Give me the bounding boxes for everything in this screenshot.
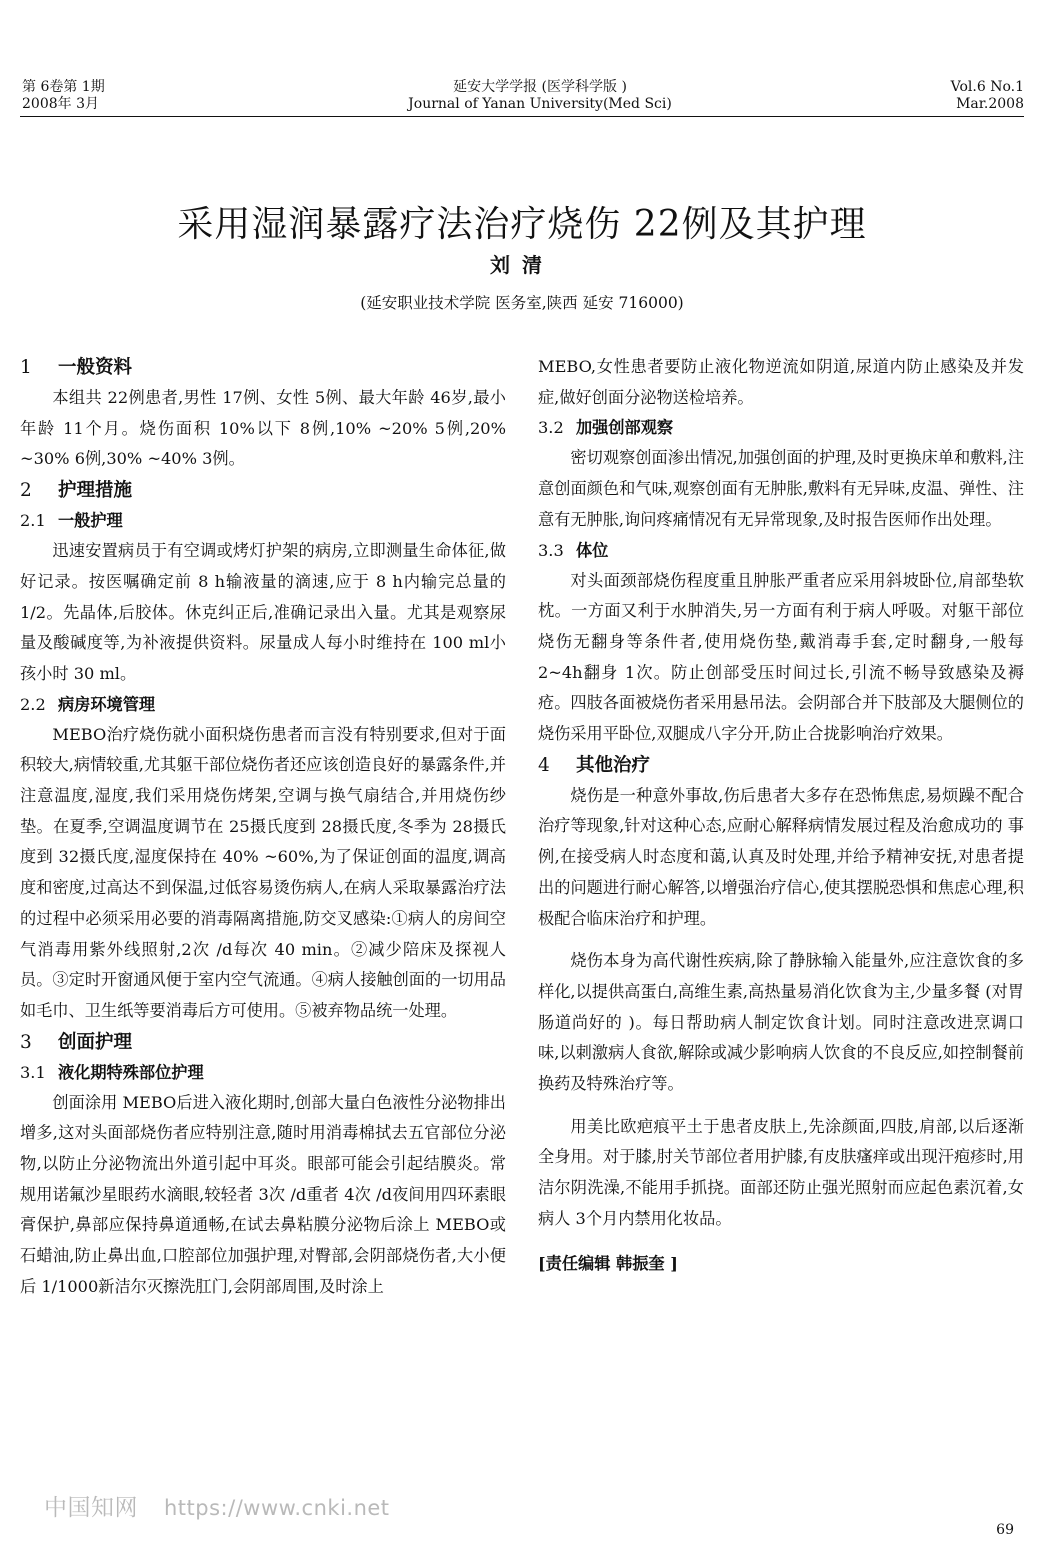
issue-date: 2008年 3月: [22, 96, 99, 112]
section-heading: 3 创面护理: [20, 1031, 133, 1053]
paragraph: 用美比欧疤痕平土于患者皮肤上,先涂颜面,四肢,肩部,以后逐渐全身用。对于膝,肘关节部位者用护膝,有皮肤瘙痒或出现汗疱疹时,用洁尔阴洗澡,不能用手抓挠。面部还防止强光照射而应起色素沉着,女病人 3个月内禁用化妆品。: [538, 1116, 1024, 1228]
subsection-heading: 2.1 一般护理: [20, 511, 123, 531]
cnki-watermark: [44, 1489, 390, 1522]
watermark-brand: 中国知网: [44, 1495, 138, 1521]
paragraph: 创面涂用 MEBO后进入液化期时,创部大量白色液性分泌物排出增多,这对头面部烧伤者应特别注意,随时用消毒棉拭去五官部位分泌物,以防止分泌物流出外道引起中耳炎。眼部可能会引起结膜炎。常规用诺氟沙星眼药水滴眼,较轻者 3次 /d重者 4次 /d夜间用四环素眼膏保护,鼻部应保持鼻道通畅,在试去鼻粘膜分泌物后涂上 MEBO或石蜡油,防止鼻出血,口腔部位加强护理,对臀部,会阴部烧伤者,大小便后 1/1000新洁尔灭擦洗肛门,会阴部周围,及时涂上: [20, 1092, 506, 1296]
journal-name-cn: 延安大学学报 (医学科学版 ): [453, 79, 627, 95]
volume-issue-en: Vol.6 No.1: [950, 79, 1024, 95]
section-heading: 1 一般资料: [20, 357, 133, 378]
paragraph: MEBO治疗烧伤就小面积烧伤患者而言没有特别要求,但对于面积较大,病情较重,尤其躯干部位烧伤者还应该创造良好的暴露条件,并注意温度,湿度,我们采用烧伤烤架,空调与换气扇结合,并用烧伤纱垫。在夏季,空调温度调节在 25摄氏度到 28摄氏度,冬季为 28摄氏度到 32摄氏度,湿度保持在 40% ~60%,为了保证创面的温度,调高度和密度,过高达不到保温,过低容易烫伤病人,在病人采取暴露治疗法的过程中必须采用必要的消毒隔离措施,防交叉感染:①病人的房间空气消毒用紫外线照射,2次 /d每次 40 min。②减少陪床及探视人员。③定时开窗通风便于室内空气流通。④病人接触创面的一切用品如毛巾、卫生纸等要消毒后方可使用。⑤被弃物品统一处理。: [20, 724, 506, 1020]
subsection-heading: 3.2 加强创部观察: [538, 418, 674, 438]
subsection-heading: 2.2 病房环境管理: [20, 694, 156, 714]
subsection-heading: 3.3 体位: [538, 540, 609, 560]
issue-date-en: Mar.2008: [956, 96, 1024, 112]
paragraph: 迅速安置病员于有空调或烤灯护架的病房,立即测量生命体征,做好记录。按医嘱确定前 8 h输液量的滴速,应于 8 h内输完总量的 1/2。先晶体,后胶体。休克纠正后,准确记录出入量。尤其是观察尿量及酸碱度等,为补液提供资料。尿量成人每小时维持在 100 ml小孩小时 30 ml。: [20, 541, 506, 683]
paragraph: 烧伤本身为高代谢性疾病,除了静脉输入能量外,应注意饮食的多样化,以提供高蛋白,高维生素,高热量易消化饮食为主,少量多餐 (对胃肠道尚好的 )。每日帮助病人制定饮食计划。同时注意改进烹调口味,以刺激病人食欲,解除或减少影响病人饮食的不良反应,如控制餐前换药及特殊治疗等。: [538, 951, 1024, 1094]
article-title: 采用湿润暴露疗法治疗烧伤 22例及其护理: [177, 204, 867, 246]
journal-name-block: [300, 79, 780, 113]
paragraph-continued: MEBO,女性患者要防止液化物逆流如阴道,尿道内防止感染及并发症,做好创面分泌物送检培养。: [538, 357, 1024, 407]
left-column: [20, 352, 506, 1303]
journal-volume-en: [951, 79, 1024, 113]
journal-issue-info: [22, 79, 105, 113]
author-affiliation: (延安职业技术学院 医务室,陕西 延安 716000): [360, 294, 684, 312]
paragraph: 本组共 22例患者,男性 17例、女性 5例、最大年龄 46岁,最小年龄 11个月。烧伤面积 10%以下 8例,10% ~20% 5例,20% ~30% 6例,30% ~40% 3例。: [20, 388, 506, 469]
section-heading: 2 护理措施: [20, 480, 133, 502]
page-number: 69: [996, 1522, 1014, 1538]
volume-issue: 第 6卷第 1期: [22, 79, 105, 95]
header-divider: [20, 116, 1024, 117]
watermark-url: https://www.cnki.net: [164, 1496, 390, 1520]
journal-name-en: Journal of Yanan University(Med Sci): [408, 96, 672, 112]
right-column: [538, 352, 1024, 1279]
paragraph: 密切观察创面渗出情况,加强创面的护理,及时更换床单和敷料,注意创面颜色和气味,观察创面有无肿胀,敷料有无异味,皮温、弹性、注意有无肿胀,询问疼痛情况有无异常现象,及时报告医师作出处理。: [538, 448, 1024, 529]
responsible-editor: [责任编辑 韩振奎 ]: [538, 1253, 678, 1273]
paragraph: 烧伤是一种意外事故,伤后患者大多存在恐怖焦虑,易烦躁不配合治疗等现象,针对这种心态,应耐心解释病情发展过程及治愈成功的 事例,在接受病人时态度和蔼,认真及时处理,并给予精神安抚,对患者提出的问题进行耐心解答,以增强治疗信心,使其摆脱恐惧和焦虑心理,积极配合临床治疗和护理。: [538, 785, 1024, 928]
article-author: 刘清: [490, 253, 554, 277]
section-heading: 4 其他治疗: [538, 754, 651, 776]
paragraph: 对头面颈部烧伤程度重且肿胀严重者应采用斜坡卧位,肩部垫软枕。一方面又利于水肿消失,另一方面有利于病人呼吸。对躯干部位烧伤无翻身等条件者,使用烧伤垫,戴消毒手套,定时翻身,一般每 2~4h翻身 1次。防止创部受压时间过长,引流不畅导致感染及褥疮。四肢各面被烧伤者采用悬吊法。会阴部合并下肢部及大腿侧位的烧伤采用平卧位,双腿成八字分开,防止合拢影响治疗效果。: [538, 570, 1024, 744]
subsection-heading: 3.1 液化期特殊部位护理: [20, 1062, 204, 1082]
